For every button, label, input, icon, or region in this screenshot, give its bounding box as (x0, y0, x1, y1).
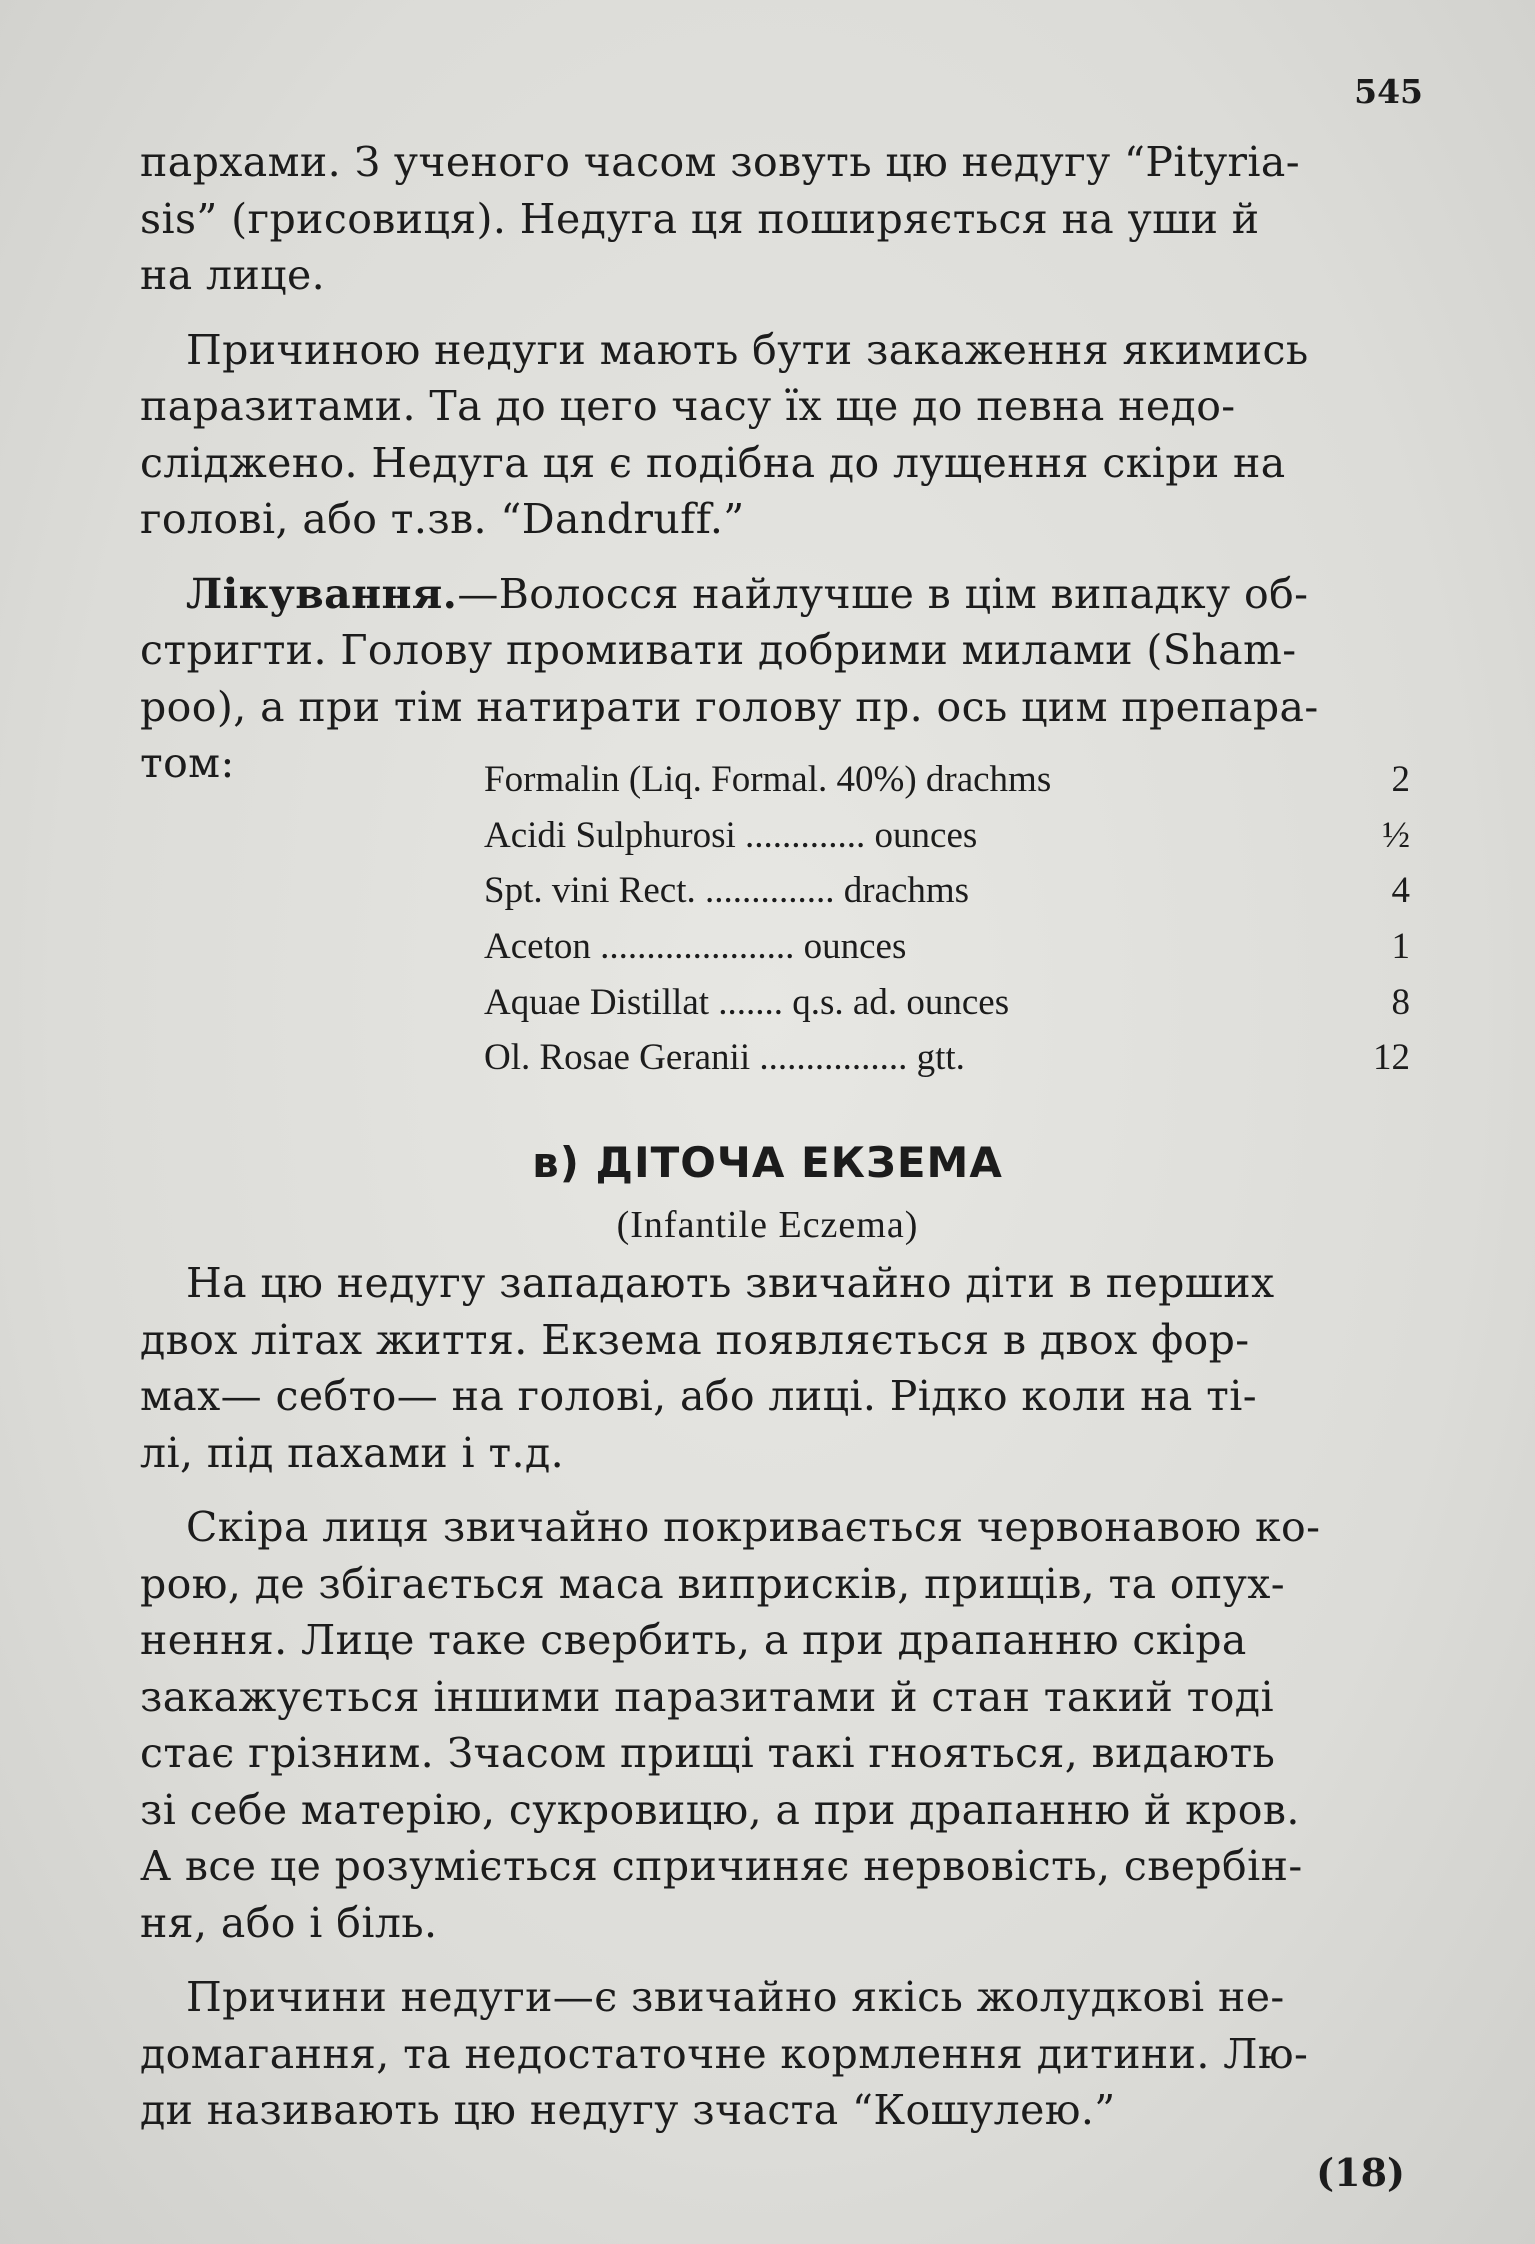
prescription-row (484, 808, 1410, 864)
text-line: ди називають цю недугу зчаста “Кошулею.” (140, 2086, 1116, 2134)
prescription-item: Spt. vini Rect. .............. drachms (484, 870, 970, 912)
prescription-item: Acidi Sulphurosi ............. ounces (484, 814, 978, 856)
signature-mark: (18) (1316, 2150, 1405, 2195)
prescription-qty: 12 (1373, 1037, 1410, 1079)
text-line: poo), а при тім натирати голову пр. ось цим препара- (140, 682, 1319, 731)
text-line: —Волосся найлучше в цім випадку об- (457, 569, 1309, 618)
prescription-qty: 4 (1391, 870, 1410, 912)
paragraph-eczema-intro (140, 1255, 1420, 1481)
text-line: стригти. Голову промивати добрими милами (Sham- (140, 626, 1297, 674)
prescription-row (484, 919, 1410, 975)
prescription-qty: 2 (1391, 759, 1410, 801)
text-line: лі, під пахами і т.д. (140, 1428, 565, 1477)
prescription-item: Formalin (Liq. Formal. 40%) drachms (484, 759, 1052, 801)
text-line: сліджено. Недуга ця є подібна до лущення скіри на (140, 438, 1286, 487)
text-line: на лице. (140, 251, 326, 299)
text-line: двох літах життя. Екзема появляється в двох фор- (140, 1315, 1250, 1364)
text-line: том: (140, 739, 235, 787)
text-line: мах— себто— на голові, або лиці. Рідко коли на ті- (140, 1372, 1257, 1420)
text-line: закажується іншими паразитами й стан такий тоді (140, 1672, 1274, 1721)
paragraph-eczema-symptoms (140, 1499, 1420, 1951)
prescription-item: Ol. Rosae Geranii ................ gtt. (484, 1037, 965, 1079)
prescription-row (484, 863, 1410, 919)
treatment-label: Лікування. (186, 569, 458, 618)
text-line: На цю недугу западають звичайно діти в перших (186, 1259, 1275, 1307)
text-line: стає грізним. Зчасом прищі такі гнояться, видають (140, 1729, 1276, 1777)
text-line: Причиною недуги мають бути закаження якимись (186, 325, 1309, 374)
text-line: Скіра лиця звичайно покривається червонавою ко- (186, 1503, 1321, 1551)
text-line: рою, де збігається маса виприсків, прищів, та опух- (140, 1559, 1286, 1608)
body-text-bottom (140, 1255, 1420, 2139)
section-title: в) ДІТОЧА ЕКЗЕМА (532, 1138, 1003, 1187)
prescription-qty: ½ (1382, 814, 1410, 856)
text-line: паразитами. Та до цего часу їх ще до певна недо- (140, 382, 1236, 430)
text-line: sis” (грисовиця). Недуга ця поширяється на уши й (140, 194, 1260, 243)
paragraph-pityriasis (140, 134, 1420, 304)
text-line: А все це розуміється спричиняє нервовість, свербін- (140, 1842, 1303, 1890)
paragraph-eczema-causes (140, 1969, 1420, 2139)
prescription-row (484, 752, 1410, 808)
text-line: нення. Лице таке свербить, а при драпанню скіра (140, 1616, 1247, 1664)
text-line: пархами. З ученого часом зовуть цю недугу “Pityria- (140, 138, 1300, 186)
prescription-item: Aquae Distillat ....... q.s. ad. ounces (484, 981, 1010, 1023)
page-number: 545 (1354, 72, 1423, 111)
prescription-item: Aceton ..................... ounces (484, 926, 907, 968)
prescription-qty: 8 (1391, 981, 1410, 1023)
prescription-row (484, 1030, 1410, 1086)
prescription-qty: 1 (1391, 926, 1410, 968)
text-line: голові, або т.зв. “Dandruff.” (140, 495, 745, 543)
prescription-row (484, 974, 1410, 1030)
text-line: зі себе матерію, сукровицю, а при драпанню й кров. (140, 1785, 1300, 1834)
text-line: домагання, та недостаточне кормлення дитини. Лю- (140, 2029, 1309, 2078)
text-line: ня, або і біль. (140, 1898, 438, 1947)
body-text-top (140, 134, 1420, 792)
text-line: Причини недуги—є звичайно якісь жолудкові не- (186, 1973, 1285, 2021)
paragraph-cause (140, 322, 1420, 548)
section-subtitle: (Infantile Eczema) (616, 1204, 919, 1246)
prescription-table (484, 752, 1410, 1086)
